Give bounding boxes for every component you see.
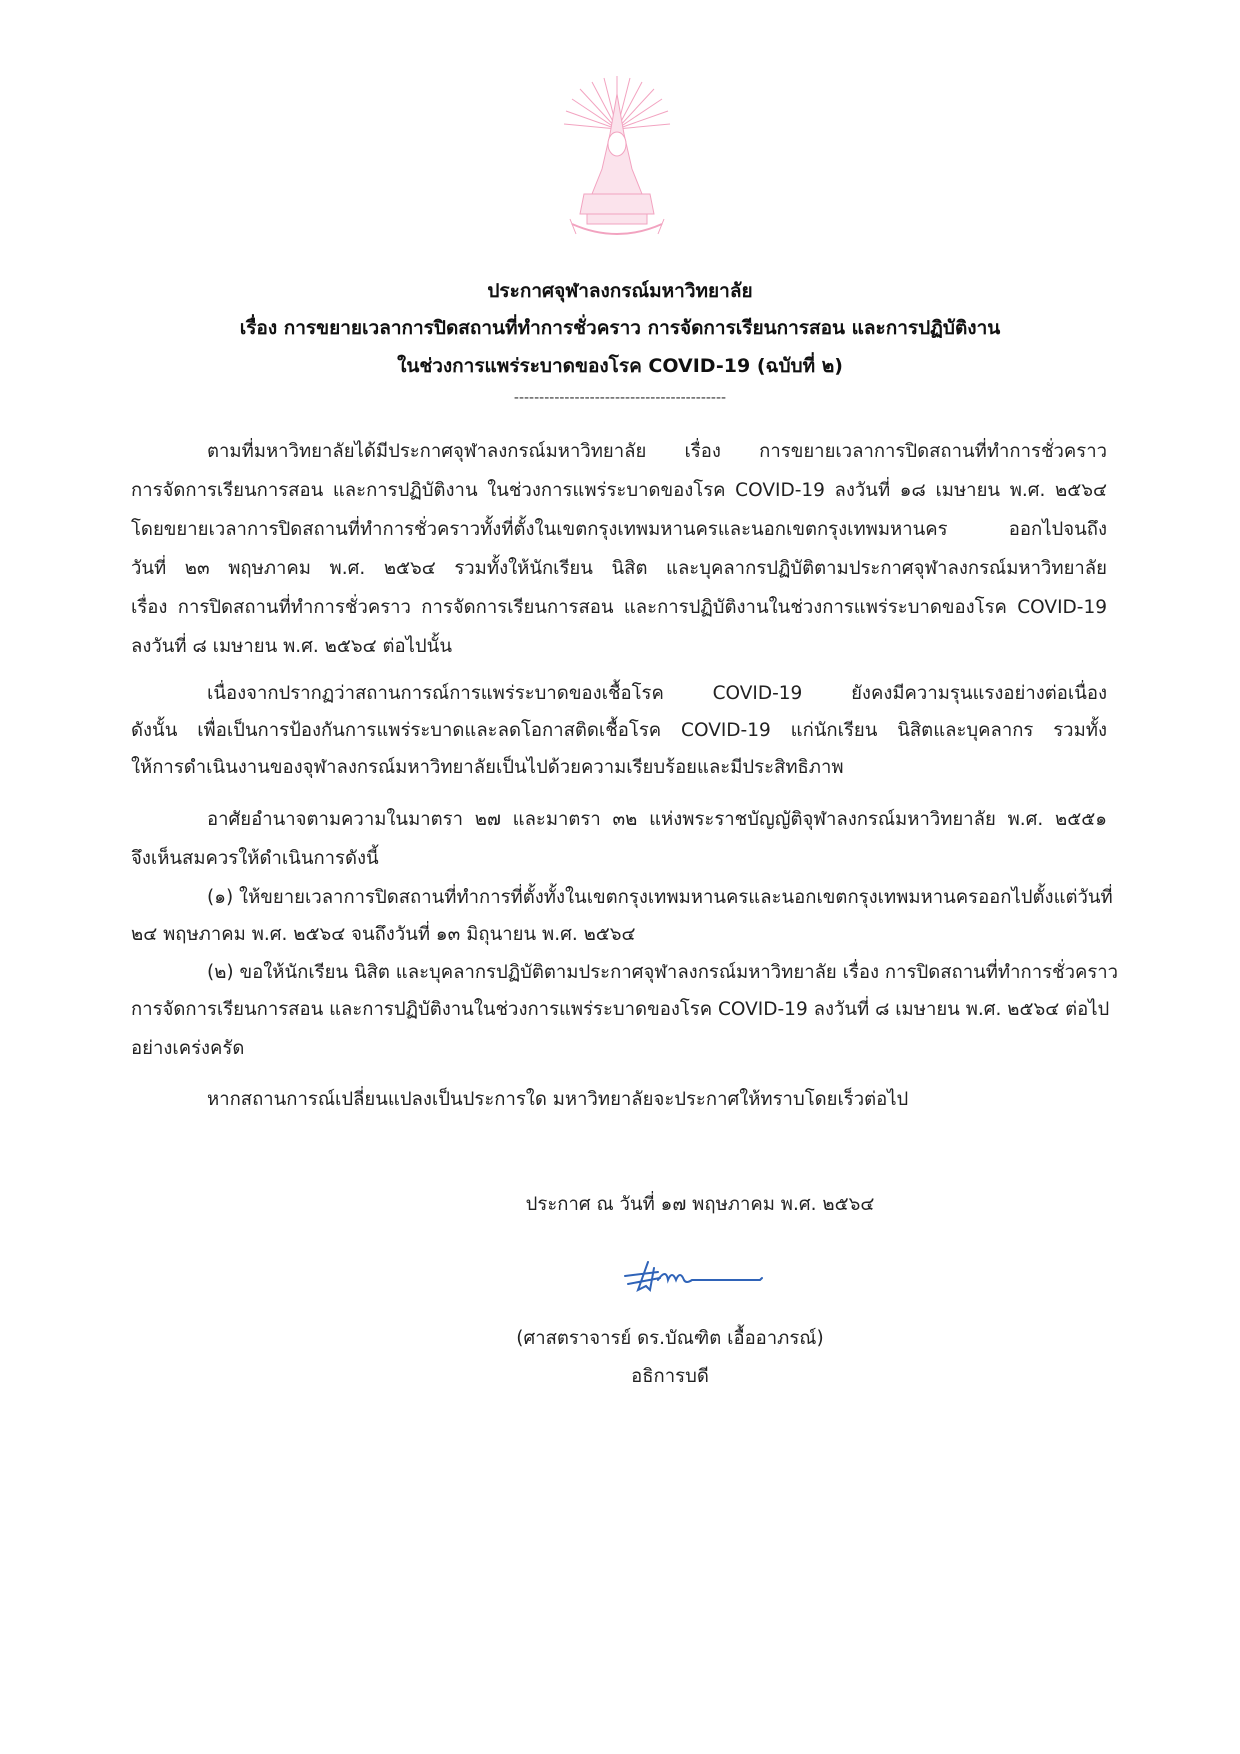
item-2-line: การจัดการเรียนการสอน และการปฏิบัติงานในช่วงการแพร่ระบาดของโรค COVID-19 ลงวันที่ ๘ เมษายน พ.ศ. ๒๕๖๔ ต่อไป	[131, 999, 1110, 1020]
paragraph-3-line: จึงเห็นสมควรให้ดำเนินการดังนี้	[131, 848, 379, 869]
signature-image	[620, 1258, 770, 1298]
paragraph-1-line: ลงวันที่ ๘ เมษายน พ.ศ. ๒๕๖๔ ต่อไปนั้น	[131, 636, 452, 657]
signatory-title: อธิการบดี	[631, 1366, 709, 1387]
item-1-line: (๑) ให้ขยายเวลาการปิดสถานที่ทำการที่ตั้งทั้งในเขตกรุงเทพมหานครและนอกเขตกรุงเทพมหานครออกไปตั้งแต่วันที่	[207, 887, 1113, 908]
separator-line: ------------------------------------------	[513, 390, 727, 406]
signatory-name: (ศาสตราจารย์ ดร.บัณฑิต เอื้ออาภรณ์)	[516, 1328, 824, 1349]
paragraph-1-line: ตามที่มหาวิทยาลัยได้มีประกาศจุฬาลงกรณ์มหาวิทยาลัย เรื่อง การขยายเวลาการปิดสถานที่ทำการชั่วคราว	[207, 441, 1107, 462]
paragraph-1-line: โดยขยายเวลาการปิดสถานที่ทำการชั่วคราวทั้งที่ตั้งในเขตกรุงเทพมหานครและนอกเขตกรุงเทพมหานคร ออกไปจนถึง	[131, 519, 1107, 540]
paragraph-2-line: เนื่องจากปรากฏว่าสถานการณ์การแพร่ระบาดของเชื้อโรค COVID-19 ยังคงมีความรุนแรงอย่างต่อเนื่อง	[207, 683, 1107, 704]
paragraph-1-line: การจัดการเรียนการสอน และการปฏิบัติงาน ในช่วงการแพร่ระบาดของโรค COVID-19 ลงวันที่ ๑๘ เมษายน พ.ศ. ๒๕๖๔	[131, 480, 1107, 501]
closing-statement: หากสถานการณ์เปลี่ยนแปลงเป็นประการใด มหาวิทยาลัยจะประกาศให้ทราบโดยเร็วต่อไป	[207, 1089, 909, 1110]
announcement-heading: ประกาศจุฬาลงกรณ์มหาวิทยาลัย	[487, 280, 753, 302]
announcement-subject-cont: ในช่วงการแพร่ระบาดของโรค COVID-19 (ฉบับที่ ๒)	[397, 355, 843, 377]
university-emblem-logo	[562, 74, 672, 246]
item-2-line: อย่างเคร่งครัด	[131, 1038, 245, 1059]
item-1-line: ๒๔ พฤษภาคม พ.ศ. ๒๕๖๔ จนถึงวันที่ ๑๓ มิถุนายน พ.ศ. ๒๕๖๔	[131, 924, 636, 945]
paragraph-2-line: ดังนั้น เพื่อเป็นการป้องกันการแพร่ระบาดและลดโอกาสติดเชื้อโรค COVID-19 แก่นักเรียน นิสิตและบุคลากร รวมทั้ง	[131, 720, 1107, 741]
announcement-date: ประกาศ ณ วันที่ ๑๗ พฤษภาคม พ.ศ. ๒๕๖๔	[525, 1194, 875, 1215]
announcement-subject: เรื่อง การขยายเวลาการปิดสถานที่ทำการชั่วคราว การจัดการเรียนการสอน และการปฏิบัติงาน	[239, 317, 1001, 339]
paragraph-1-line: วันที่ ๒๓ พฤษภาคม พ.ศ. ๒๕๖๔ รวมทั้งให้นักเรียน นิสิต และบุคลากรปฏิบัติตามประกาศจุฬาลงกรณ์มหาวิทยาลัย	[131, 558, 1107, 579]
item-2-line: (๒) ขอให้นักเรียน นิสิต และบุคลากรปฏิบัติตามประกาศจุฬาลงกรณ์มหาวิทยาลัย เรื่อง การปิดสถานที่ทำการชั่วคราว	[207, 962, 1119, 983]
paragraph-2-line: ให้การดำเนินงานของจุฬาลงกรณ์มหาวิทยาลัยเป็นไปด้วยความเรียบร้อยและมีประสิทธิภาพ	[131, 757, 844, 778]
paragraph-3-line: อาศัยอำนาจตามความในมาตรา ๒๗ และมาตรา ๓๒ แห่งพระราชบัญญัติจุฬาลงกรณ์มหาวิทยาลัย พ.ศ. ๒๕๕๑	[207, 809, 1107, 830]
paragraph-1-line: เรื่อง การปิดสถานที่ทำการชั่วคราว การจัดการเรียนการสอน และการปฏิบัติงานในช่วงการแพร่ระบาดของโรค COVID-19	[131, 597, 1107, 618]
